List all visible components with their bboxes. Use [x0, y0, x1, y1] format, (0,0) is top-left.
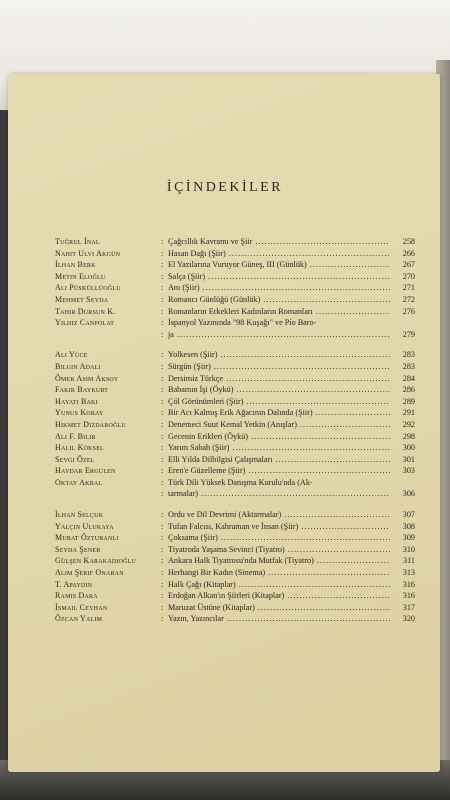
toc-entry	[55, 555, 415, 567]
toc-author: Hikmet Dizdaroğlu	[55, 419, 126, 429]
toc-title: Romancı Günlüğü (Günlük) .....	[168, 294, 390, 306]
toc-author: Yıldız Canpolat	[55, 318, 115, 328]
toc-entry	[55, 567, 415, 579]
toc-author: Ramis Dara	[55, 591, 98, 601]
toc-entry	[55, 613, 415, 625]
toc-separator: :	[161, 614, 164, 624]
toc-title: İspanyol Yazınında "98 Kuşağı" ve Pío Baro-	[168, 318, 317, 328]
toc-separator: :	[161, 385, 164, 395]
toc-title: Gecenin Erikleri (Öykü) .....	[168, 431, 390, 443]
toc-author: Ömer Asım Aksoy	[55, 373, 119, 383]
toc-title: tarmalar) .....	[168, 488, 390, 500]
toc-author: Haydar Ergülen	[55, 466, 116, 476]
toc-separator: :	[161, 489, 164, 499]
toc-separator: :	[161, 350, 164, 360]
toc-separator: :	[161, 466, 164, 476]
toc-separator: :	[161, 306, 164, 316]
toc-author: Oktay Akbal	[55, 477, 103, 487]
toc-separator: :	[161, 248, 164, 258]
toc-author: Fakir Baykurt	[55, 385, 109, 395]
toc-title: Eren'e Güzelleme (Şiir) .....	[168, 465, 390, 477]
toc-entry	[55, 579, 415, 591]
toc-entry	[55, 329, 415, 341]
toc-page-number: 311	[403, 556, 415, 566]
toc-author: Yalçın Ulukaya	[55, 521, 114, 531]
toc-separator: :	[161, 521, 164, 531]
toc-entry	[55, 349, 415, 361]
toc-entry	[55, 407, 415, 419]
toc-title: Ordu ve Dil Devrimi (Aktarmalar) .....	[168, 509, 390, 521]
toc-title: Anı (Şiir) .....	[168, 282, 390, 294]
toc-author: Ali Yüce	[55, 350, 88, 360]
toc-page-number: 266	[402, 248, 415, 258]
toc-separator: :	[161, 544, 164, 554]
toc-author: Gülşen Karakadıoğlu	[55, 556, 137, 566]
toc-entry	[55, 465, 415, 477]
toc-entry	[55, 521, 415, 533]
toc-title: Denemeci Suut Kemal Yetkin (Anışlar) .....	[168, 419, 390, 431]
toc-separator: :	[161, 568, 164, 578]
toc-separator: :	[161, 477, 164, 487]
toc-page-number: 310	[402, 544, 415, 554]
toc-entry	[55, 544, 415, 556]
toc-page-number: 300	[402, 443, 415, 453]
toc-title: Çağcıllık Kavramı ve Şiir .....	[168, 236, 390, 248]
toc-separator: :	[161, 533, 164, 543]
toc-separator: :	[161, 396, 164, 406]
toc-entry	[55, 373, 415, 385]
toc-entry	[55, 317, 415, 329]
toc-entry	[55, 488, 415, 500]
toc-entry	[55, 419, 415, 431]
toc-entry	[55, 306, 415, 318]
toc-separator: :	[161, 237, 164, 246]
toc-entry	[55, 431, 415, 443]
toc-separator: :	[161, 329, 164, 339]
toc-separator: :	[161, 579, 164, 589]
toc-separator: :	[161, 556, 164, 566]
toc-title: Yazın, Yazıncılar .....	[168, 613, 390, 625]
toc-entry	[55, 259, 415, 271]
toc-title: Tufan Falcısı, Kahraman ve İnsan (Şiir) .....	[168, 521, 390, 533]
toc-author: İlhan Selçuk	[55, 510, 104, 520]
toc-author: Bilgin Adalı	[55, 361, 101, 371]
toc-title: Babamın İşi (Öykü) .....	[168, 384, 390, 396]
toc-page-number: 316	[402, 579, 415, 589]
toc-page-number: 320	[402, 614, 415, 624]
toc-title: El Yazılarına Vuruyor Güneş, III (Günlük) .....	[168, 259, 390, 271]
toc-author: Tahir Dursun K.	[55, 306, 116, 316]
toc-page-number: 283	[402, 361, 415, 371]
toc-page-number: 306	[402, 489, 415, 499]
toc-separator: :	[161, 271, 164, 281]
toc-author: Yunus Koray	[55, 408, 104, 418]
toc-author: T. Apaydın	[55, 579, 93, 589]
toc-author: İlhan Berk	[55, 260, 96, 270]
toc-separator: :	[161, 443, 164, 453]
toc-author: Ali Püsküllüoğlu	[55, 283, 121, 293]
toc-title: Herhangi Bir Kadın (Sinema) .....	[168, 567, 390, 579]
toc-author: Halil Köksel	[55, 443, 104, 453]
toc-title: Elli Yılda Dilbilgisi Çalışmaları .....	[168, 454, 390, 466]
table-of-contents	[55, 236, 415, 625]
toc-separator: :	[161, 454, 164, 464]
toc-author: Tuğrul İnal	[55, 237, 100, 246]
toc-separator: :	[161, 408, 164, 418]
toc-page-number: 279	[402, 329, 415, 339]
toc-author: İsmail Ceyhan	[55, 602, 108, 612]
toc-title: Tiyatroda Yaşama Sevinci (Tiyatro) .....	[168, 544, 390, 556]
toc-page-number: 292	[402, 419, 415, 429]
toc-page-number: 271	[402, 283, 415, 293]
toc-entry	[55, 454, 415, 466]
toc-separator: :	[161, 431, 164, 441]
toc-page-number: 308	[402, 521, 415, 531]
toc-page-number: 284	[402, 373, 415, 383]
toc-author: Metin Eloğlu	[55, 271, 106, 281]
toc-entry	[55, 590, 415, 602]
toc-page-number: 267	[402, 260, 415, 270]
toc-author: Nahit Ulvi Akgün	[55, 248, 121, 258]
toc-title: Yolkesen (Şiir) .....	[168, 349, 390, 361]
toc-entry	[55, 396, 415, 408]
toc-title: Maruzat Üstüne (Kitaplar) .....	[168, 602, 390, 614]
toc-page-number: 286	[402, 385, 415, 395]
toc-entry	[55, 294, 415, 306]
toc-title: Romanların Erkekleri Kadınların Romanları .....	[168, 306, 390, 318]
page-title: İÇİNDEKİLER	[166, 180, 284, 195]
toc-entry	[55, 532, 415, 544]
toc-author: Özcan Yalım	[55, 614, 103, 624]
toc-entry	[55, 509, 415, 521]
toc-title: Türk Dili Yüksek Danışma Kurulu'nda (Ak-	[168, 477, 313, 487]
toc-title: Ankara Halk Tiyatrosu'nda Mutfak (Tiyatro) .....	[168, 555, 390, 567]
toc-separator: :	[161, 361, 164, 371]
toc-title: Hasan Dağı (Şiir) .....	[168, 248, 390, 260]
toc-title: Sürgün (Şiir) .....	[168, 361, 390, 373]
toc-page-number: 283	[402, 350, 415, 360]
toc-author: Sevgi Özel	[55, 454, 95, 464]
toc-page-number: 258	[402, 237, 415, 246]
toc-title: ja .....	[168, 329, 390, 341]
toc-page-number: 291	[402, 408, 415, 418]
toc-page-number: 317	[402, 602, 415, 612]
toc-entry	[55, 602, 415, 614]
toc-entry	[55, 271, 415, 283]
toc-title: Yarım Sabah (Şiir) .....	[168, 442, 390, 454]
toc-page-number: 289	[402, 396, 415, 406]
toc-author: Alim Şerif Onaran	[55, 568, 124, 578]
toc-page-number: 298	[402, 431, 415, 441]
toc-separator: :	[161, 373, 164, 383]
toc-page-number: 276	[402, 306, 415, 316]
toc-separator: :	[161, 283, 164, 293]
toc-title: Dersimiz Türkçe .....	[168, 373, 390, 385]
toc-title: Salça (Şiir) .....	[168, 271, 390, 283]
toc-separator: :	[161, 260, 164, 270]
toc-author: Seyda Şener	[55, 544, 101, 554]
toc-author: Hayati Baki	[55, 396, 98, 406]
toc-entry	[55, 384, 415, 396]
toc-page-number: 301	[402, 454, 415, 464]
toc-separator: :	[161, 591, 164, 601]
toc-title: Erdoğan Alkan'ın Şiirleri (Kitaplar) .....	[168, 590, 390, 602]
toc-page-number: 313	[402, 568, 415, 578]
toc-author: Mehmet Seyda	[55, 294, 109, 304]
toc-page-number: 303	[402, 466, 415, 476]
toc-title: Bir Acı Kalmış Erik Ağacının Dalında (Şiir) .....	[168, 407, 390, 419]
toc-title: Çoksama (Şiir) .....	[168, 532, 390, 544]
toc-separator: :	[161, 318, 164, 328]
toc-title: Halk Çağı (Kitaplar) .....	[168, 579, 390, 591]
toc-entry	[55, 361, 415, 373]
toc-separator: :	[161, 419, 164, 429]
toc-entry	[55, 236, 415, 248]
toc-page-number: 270	[402, 271, 415, 281]
toc-separator: :	[161, 294, 164, 304]
toc-author: Ali F. Bilir	[55, 431, 96, 441]
toc-title: Çöl Görünümleri (Şiir) .....	[168, 396, 390, 408]
group-spacer	[55, 500, 415, 509]
toc-page-number: 307	[402, 510, 415, 520]
toc-entry	[55, 248, 415, 260]
toc-page-number: 316	[402, 591, 415, 601]
toc-page-number: 309	[402, 533, 415, 543]
toc-separator: :	[161, 602, 164, 612]
toc-page-number: 272	[402, 294, 415, 304]
toc-separator: :	[161, 510, 164, 520]
toc-author: Murat Özturanlı	[55, 533, 119, 543]
toc-entry	[55, 442, 415, 454]
toc-entry	[55, 282, 415, 294]
group-spacer	[55, 340, 415, 349]
toc-entry	[55, 477, 415, 489]
